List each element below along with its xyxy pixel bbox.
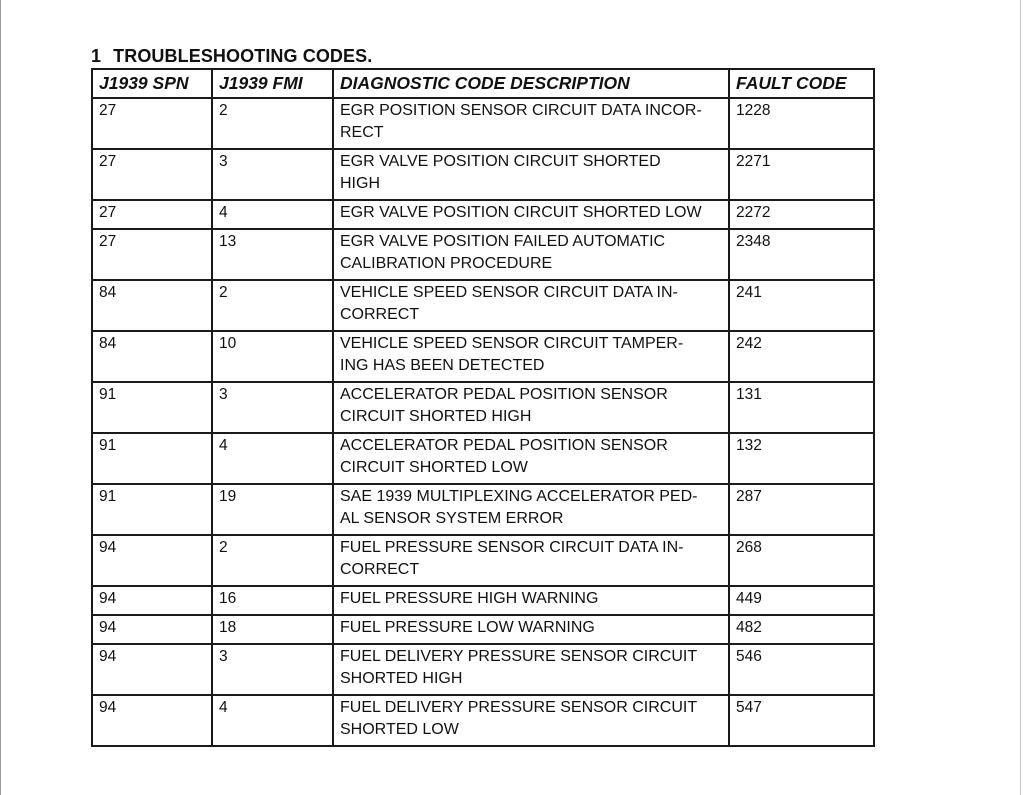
description-cell: [333, 615, 729, 644]
fault-code-cell: 547: [729, 695, 874, 746]
table-row: [92, 98, 874, 149]
description-cell: [333, 280, 729, 331]
fmi-cell: 4: [212, 200, 333, 229]
description-cell: [333, 382, 729, 433]
fault-code-cell: 449: [729, 586, 874, 615]
table-body: [92, 98, 874, 746]
table-row: [92, 200, 874, 229]
description-line-2: CORRECT: [340, 561, 420, 578]
description-cell: [333, 98, 729, 149]
description-cell: [333, 433, 729, 484]
description-cell: [333, 484, 729, 535]
description-cell: [333, 644, 729, 695]
page-edge-left: [0, 0, 1, 795]
fault-code-cell: 482: [729, 615, 874, 644]
table-row: [92, 433, 874, 484]
table-row: [92, 331, 874, 382]
fault-code-cell: 131: [729, 382, 874, 433]
fault-code-cell: 2348: [729, 229, 874, 280]
section-heading: [91, 46, 372, 67]
description-cell: [333, 149, 729, 200]
description-line-1: EGR VALVE POSITION CIRCUIT SHORTED: [340, 153, 661, 170]
description-cell: [333, 200, 729, 229]
fmi-cell: 4: [212, 695, 333, 746]
description-cell: [333, 695, 729, 746]
fault-code-cell: 268: [729, 535, 874, 586]
spn-cell: 94: [92, 586, 212, 615]
description-line-2: CIRCUIT SHORTED LOW: [340, 459, 528, 476]
table-row: [92, 280, 874, 331]
fault-code-cell: 241: [729, 280, 874, 331]
table-row: [92, 382, 874, 433]
description-line-1: ACCELERATOR PEDAL POSITION SENSOR: [340, 437, 668, 454]
spn-cell: 94: [92, 615, 212, 644]
header-description: DIAGNOSTIC CODE DESCRIPTION: [333, 69, 729, 98]
description-line-1: EGR VALVE POSITION FAILED AUTOMATIC: [340, 233, 666, 250]
description-line-1: FUEL PRESSURE LOW WARNING: [340, 619, 595, 636]
fmi-cell: 13: [212, 229, 333, 280]
description-cell: [333, 586, 729, 615]
description-cell: [333, 229, 729, 280]
description-line-2: CALIBRATION PROCEDURE: [340, 255, 553, 272]
description-line-1: FUEL PRESSURE HIGH WARNING: [340, 590, 599, 607]
spn-cell: 84: [92, 280, 212, 331]
fmi-cell: 3: [212, 149, 333, 200]
description-line-2: RECT: [340, 124, 384, 141]
table-row: [92, 229, 874, 280]
spn-cell: 84: [92, 331, 212, 382]
header-spn: J1939 SPN: [92, 69, 212, 98]
troubleshooting-codes-table: [91, 68, 875, 747]
fmi-cell: 4: [212, 433, 333, 484]
spn-cell: 94: [92, 535, 212, 586]
spn-cell: 91: [92, 433, 212, 484]
header-fault-code: FAULT CODE: [729, 69, 874, 98]
description-line-2: SHORTED LOW: [340, 721, 459, 738]
fault-code-cell: 242: [729, 331, 874, 382]
description-line-2: CORRECT: [340, 306, 420, 323]
fmi-cell: 16: [212, 586, 333, 615]
table-header-row: [92, 69, 874, 98]
spn-cell: 94: [92, 644, 212, 695]
spn-cell: 27: [92, 149, 212, 200]
fault-code-cell: 2272: [729, 200, 874, 229]
fault-code-cell: 287: [729, 484, 874, 535]
description-line-1: FUEL DELIVERY PRESSURE SENSOR CIRCUIT: [340, 648, 698, 665]
fmi-cell: 2: [212, 535, 333, 586]
spn-cell: 94: [92, 695, 212, 746]
page-edge-right: [1020, 0, 1021, 795]
description-line-1: VEHICLE SPEED SENSOR CIRCUIT DATA IN-: [340, 284, 678, 301]
table-row: [92, 615, 874, 644]
fmi-cell: 2: [212, 98, 333, 149]
description-line-1: FUEL DELIVERY PRESSURE SENSOR CIRCUIT: [340, 699, 698, 716]
fault-code-cell: 546: [729, 644, 874, 695]
spn-cell: 91: [92, 382, 212, 433]
section-number: 1: [91, 46, 102, 66]
fmi-cell: 3: [212, 382, 333, 433]
description-cell: [333, 331, 729, 382]
description-line-2: AL SENSOR SYSTEM ERROR: [340, 510, 564, 527]
fmi-cell: 10: [212, 331, 333, 382]
fault-code-cell: 132: [729, 433, 874, 484]
table-row: [92, 644, 874, 695]
fault-code-cell: 1228: [729, 98, 874, 149]
description-line-1: SAE 1939 MULTIPLEXING ACCELERATOR PED-: [340, 488, 698, 505]
spn-cell: 27: [92, 98, 212, 149]
fault-code-cell: 2271: [729, 149, 874, 200]
spn-cell: 91: [92, 484, 212, 535]
spn-cell: 27: [92, 200, 212, 229]
fmi-cell: 2: [212, 280, 333, 331]
description-line-1: FUEL PRESSURE SENSOR CIRCUIT DATA IN-: [340, 539, 684, 556]
table-row: [92, 149, 874, 200]
table-row: [92, 484, 874, 535]
description-line-2: ING HAS BEEN DETECTED: [340, 357, 545, 374]
fmi-cell: 18: [212, 615, 333, 644]
description-line-2: SHORTED HIGH: [340, 670, 463, 687]
description-line-1: EGR POSITION SENSOR CIRCUIT DATA INCOR-: [340, 102, 702, 119]
description-line-2: CIRCUIT SHORTED HIGH: [340, 408, 532, 425]
header-fmi: J1939 FMI: [212, 69, 333, 98]
table-row: [92, 535, 874, 586]
fmi-cell: 19: [212, 484, 333, 535]
description-line-1: ACCELERATOR PEDAL POSITION SENSOR: [340, 386, 668, 403]
description-line-2: HIGH: [340, 175, 380, 192]
table-row: [92, 586, 874, 615]
fmi-cell: 3: [212, 644, 333, 695]
table-row: [92, 695, 874, 746]
spn-cell: 27: [92, 229, 212, 280]
section-title: TROUBLESHOOTING CODES.: [113, 46, 373, 66]
description-line-1: EGR VALVE POSITION CIRCUIT SHORTED LOW: [340, 204, 702, 221]
description-cell: [333, 535, 729, 586]
description-line-1: VEHICLE SPEED SENSOR CIRCUIT TAMPER-: [340, 335, 684, 352]
